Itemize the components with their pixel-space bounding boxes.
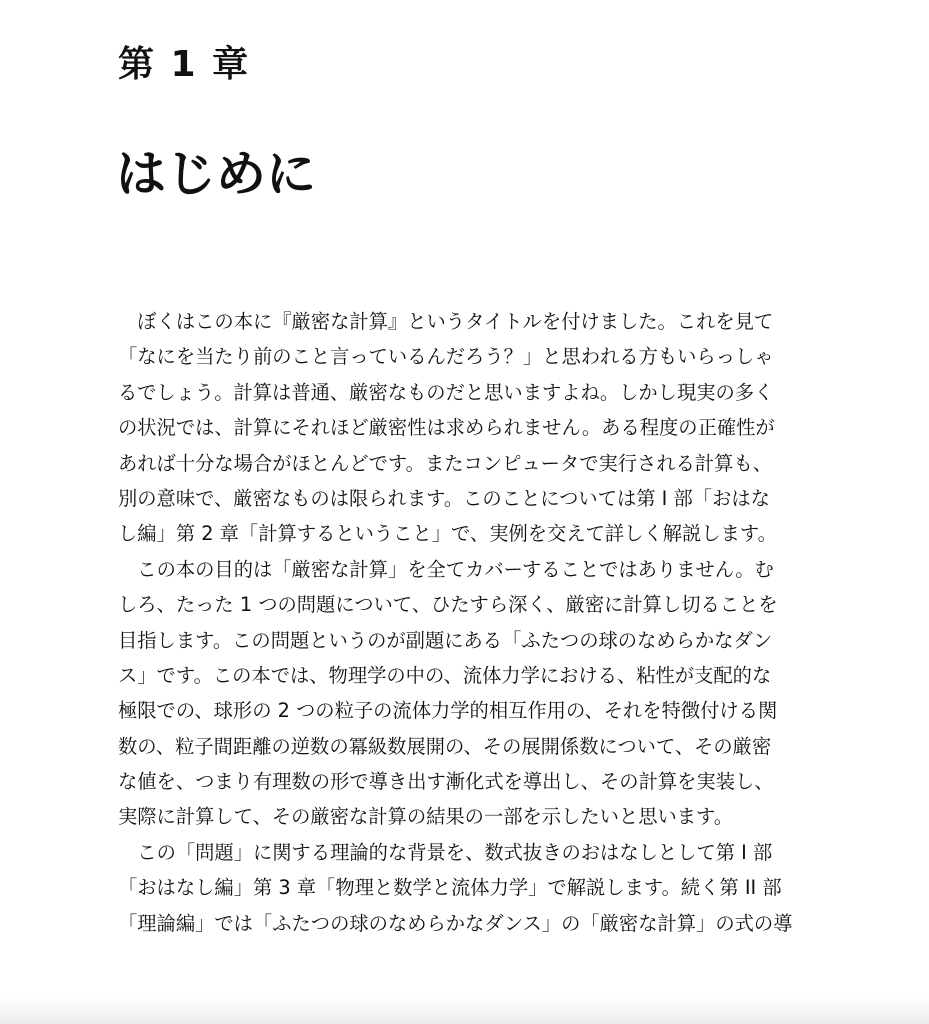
text-line: 別の意味で、厳密なものは限られます。このことについては第 I 部「おはな [118,486,770,510]
text-line: 実際に計算して、その厳密な計算の結果の一部を示したいと思います。 [118,805,734,829]
text-line: この「問題」に関する理論的な背景を、数式抜きのおはなしとして第 I 部 [137,840,773,864]
text-line: 「なにを当たり前のこと言っているんだろう？」と思われる方もいらっしゃ [118,345,774,369]
paragraph [118,552,818,835]
paragraph [118,835,818,941]
text-line: しろ、たった 1 つの問題について、ひたすら深く、厳密に計算し切ることを [118,593,778,617]
text-line: 数の、粒子間距離の逆数の冪級数展開の、その展開係数について、その厳密 [118,734,772,758]
text-line: 「おはなし編」第 3 章「物理と数学と流体力学」で解説します。続く第 II 部 [118,876,782,900]
text-line: ス」です。この本では、物理学の中の、流体力学における、粘性が支配的な [118,663,772,687]
text-line: の状況では、計算にそれほど厳密性は求められません。ある程度の正確性が [118,416,775,440]
text-line: この本の目的は「厳密な計算」を全てカバーすることではありません。む [137,557,774,581]
text-line: 目指します。この問題というのが副題にある「ふたつの球のなめらかなダン [118,628,773,652]
text-line: あれば十分な場合がほとんどです。またコンピュータで実行される計算も、 [118,451,773,475]
text-line: な値を、つまり有理数の形で導き出す漸化式を導出し、その計算を実装し、 [118,770,774,794]
text-line: 「理論編」では「ふたつの球のなめらかなダンス」の「厳密な計算」の式の導 [118,911,793,935]
text-line: るでしょう。計算は普通、厳密なものだと思いますよね。しかし現実の多く [118,380,774,404]
chapter-title: はじめに [116,145,316,203]
body-text [118,304,818,941]
text-line: し編」第 2 章「計算するということ」で、実例を交えて詳しく解説します。 [118,522,777,546]
text-line: ぼくはこの本に『厳密な計算』というタイトルを付けました。これを見て [137,310,774,333]
page-bottom-shadow [0,996,929,1024]
paragraph [118,304,818,552]
chapter-number: 第 1 章 [118,44,251,85]
text-line: 極限での、球形の 2 つの粒子の流体力学的相互作用の、それを特徴付ける関 [118,699,778,723]
